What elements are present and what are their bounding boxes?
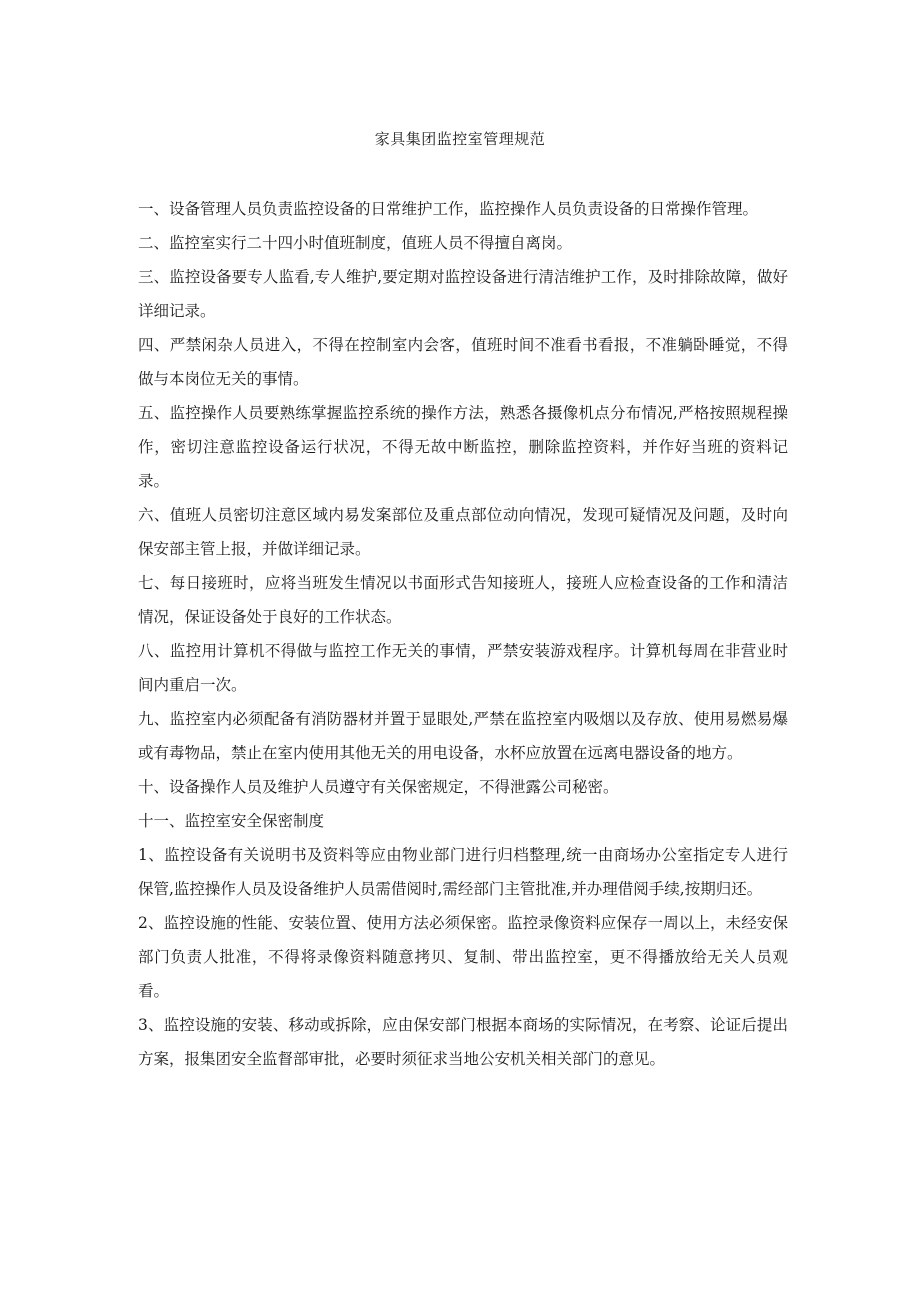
paragraph-10: 十、设备操作人员及维护人员遵守有关保密规定，不得泄露公司秘密。 [138, 778, 619, 796]
document-body [138, 192, 788, 1076]
paragraph-5: 五、监控操作人员要熟练掌握监控系统的操作方法，熟悉各摄像机点分布情况,严格按照规程操作，密切注意监控设备运行状况，不得无故中断监控，删除监控资料，并作好当班的资料记录。 [138, 404, 788, 490]
paragraph-1: 一、设备管理人员负责监控设备的日常维护工作，监控操作人员负责设备的日常操作管理。 [138, 200, 759, 218]
paragraph-6: 六、值班人员密切注意区域内易发案部位及重点部位动向情况，发现可疑情况及问题，及时向保安部主管上报，并做详细记录。 [138, 506, 788, 558]
page-title: 家具集团监控室管理规范 [374, 130, 546, 148]
section-heading-11: 十一、监控室安全保密制度 [138, 812, 325, 830]
paragraph-11-2: 2、监控设施的性能、安装位置、使用方法必须保密。监控录像资料应保存一周以上，未经安保部门负责人批准，不得将录像资料随意拷贝、复制、带出监控室，更不得播放给无关人员观看。 [138, 914, 788, 1000]
paragraph-8: 八、监控用计算机不得做与监控工作无关的事情，严禁安装游戏程序。计算机每周在非营业时间内重启一次。 [138, 642, 788, 694]
paragraph-2: 二、监控室实行二十四小时值班制度，值班人员不得擅自离岗。 [138, 234, 573, 252]
paragraph-11-1: 1、监控设备有关说明书及资料等应由物业部门进行归档整理,统一由商场办公室指定专人进行保管,监控操作人员及设备维护人员需借阅时,需经部门主管批准,并办理借阅手续,按期归还。 [138, 846, 788, 898]
paragraph-9: 九、监控室内必须配备有消防器材并置于显眼处,严禁在监控室内吸烟以及存放、使用易燃易爆或有毒物品，禁止在室内使用其他无关的用电设备，水杯应放置在远离电器设备的地方。 [138, 710, 788, 762]
paragraph-7: 七、每日接班时，应将当班发生情况以书面形式告知接班人，接班人应检查设备的工作和清洁情况，保证设备处于良好的工作状态。 [138, 574, 788, 626]
paragraph-3: 三、监控设备要专人监看,专人维护,要定期对监控设备进行清洁维护工作，及时排除故障，做好详细记录。 [138, 268, 788, 320]
paragraph-4: 四、严禁闲杂人员进入，不得在控制室内会客，值班时间不准看书看报，不准躺卧睡觉，不得做与本岗位无关的事情。 [138, 336, 788, 388]
paragraph-11-3: 3、监控设施的安装、移动或拆除，应由保安部门根据本商场的实际情况，在考察、论证后提出方案，报集团安全监督部审批，必要时须征求当地公安机关相关部门的意见。 [138, 1016, 788, 1068]
